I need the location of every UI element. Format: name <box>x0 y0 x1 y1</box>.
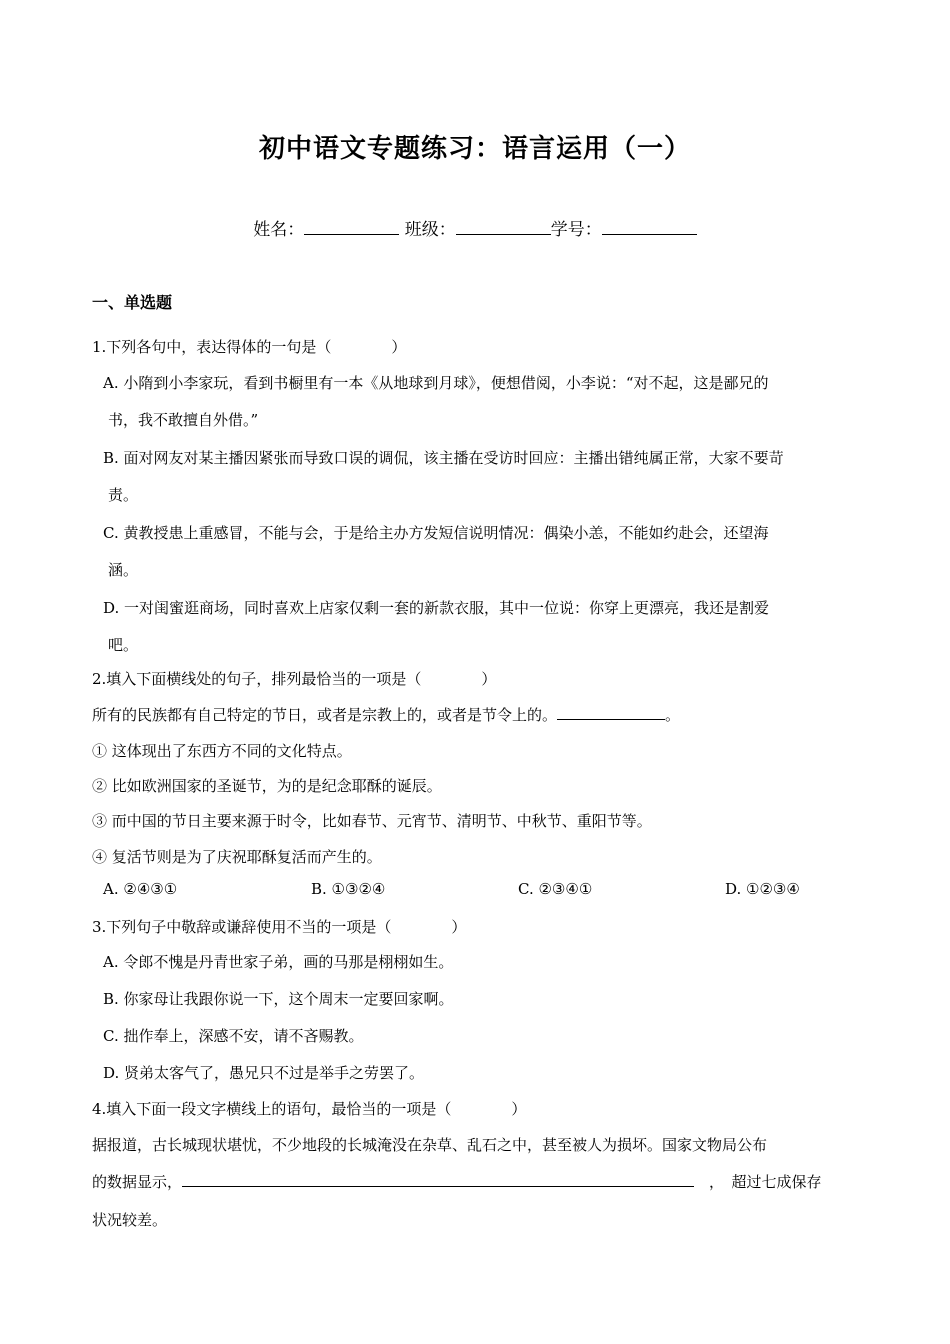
question-1-stem: 1.下列各句中，表达得体的一句是（ ） <box>92 338 407 356</box>
question-1-option-b-line2: 责。 <box>108 486 139 504</box>
question-4-passage-end: ， 超过七成保存 <box>709 1173 822 1191</box>
question-4-passage-line2 <box>92 1171 822 1192</box>
question-2-sentence-3: ③ 而中国的节日主要来源于时令，比如春节、元宵节、清明节、中秋节、重阳节等。 <box>92 812 652 830</box>
question-2-option-d: D. ①②③④ <box>725 880 800 898</box>
question-2-option-b: B. ①③②④ <box>311 880 386 898</box>
fill-in-blank <box>182 1172 694 1187</box>
question-4-passage-line3: 状况较差。 <box>92 1211 168 1229</box>
question-2-passage <box>92 704 680 725</box>
question-2-sentence-1: ① 这体现出了东西方不同的文化特点。 <box>92 742 352 760</box>
question-4-stem: 4.填入下面一段文字横线上的语句，最恰当的一项是（ ） <box>92 1100 527 1118</box>
question-3-option-d: D. 贤弟太客气了，愚兄只不过是举手之劳罢了。 <box>103 1064 425 1082</box>
fill-in-blank <box>557 705 665 720</box>
question-2-option-a: A. ②④③① <box>103 880 178 898</box>
question-1-option-c-line1: C. 黄教授患上重感冒，不能与会，于是给主办方发短信说明情况：偶染小恙，不能如约赴会，还望海 <box>103 524 769 542</box>
class-label: 班级： <box>404 220 456 240</box>
section-heading: 一、单选题 <box>92 293 173 312</box>
question-2-option-c: C. ②③④① <box>518 880 593 898</box>
question-2-passage-text: 所有的民族都有自己特定的节日，或者是宗教上的，或者是节令上的。 <box>92 706 558 724</box>
question-1-option-b-line1: B. 面对网友对某主播因紧张而导致口误的调侃，该主播在受访时回应：主播出错纯属正常，大家不要苛 <box>103 449 784 467</box>
student-info-line <box>0 215 950 240</box>
question-2-passage-end: 。 <box>665 706 681 724</box>
question-1-option-c-line2: 涵。 <box>108 561 139 579</box>
question-3-option-a: A. 令郎不愧是丹青世家子弟，画的马那是栩栩如生。 <box>103 953 454 971</box>
question-1-option-d-line2: 吧。 <box>108 636 139 654</box>
question-2-sentence-4: ④ 复活节则是为了庆祝耶酥复活而产生的。 <box>92 848 382 866</box>
id-label: 学号： <box>550 220 602 240</box>
question-1-option-d-line1: D. 一对闺蜜逛商场，同时喜欢上店家仅剩一套的新款衣服，其中一位说：你穿上更漂亮，我还是割爱 <box>103 599 770 617</box>
question-3-option-c: C. 拙作奉上，深感不安，请不吝赐教。 <box>103 1027 364 1045</box>
id-blank <box>602 220 697 235</box>
name-label: 姓名： <box>253 220 305 240</box>
name-blank <box>304 220 399 235</box>
page-title: 初中语文专题练习：语言运用（一） <box>258 134 691 164</box>
question-3-stem: 3.下列句子中敬辞或谦辞使用不当的一项是（ ） <box>92 918 467 936</box>
class-blank <box>456 220 551 235</box>
question-4-passage-line1: 据报道，古长城现状堪忧，不少地段的长城淹没在杂草、乱石之中，甚至被人为损坏。国家文物局公布 <box>92 1136 768 1154</box>
question-4-passage-start: 的数据显示， <box>92 1173 183 1191</box>
question-3-option-b: B. 你家母让我跟你说一下，这个周末一定要回家啊。 <box>103 990 454 1008</box>
question-2-sentence-2: ② 比如欧洲国家的圣诞节，为的是纪念耶酥的诞辰。 <box>92 777 442 795</box>
question-1-option-a-line1: A. 小隋到小李家玩，看到书橱里有一本《从地球到月球》，便想借阅，小李说：“对不起，这是鄙兄的 <box>103 374 769 392</box>
question-1-option-a-line2: 书，我不敢擅自外借。” <box>108 411 259 429</box>
question-2-stem: 2.填入下面横线处的句子，排列最恰当的一项是（ ） <box>92 670 497 688</box>
